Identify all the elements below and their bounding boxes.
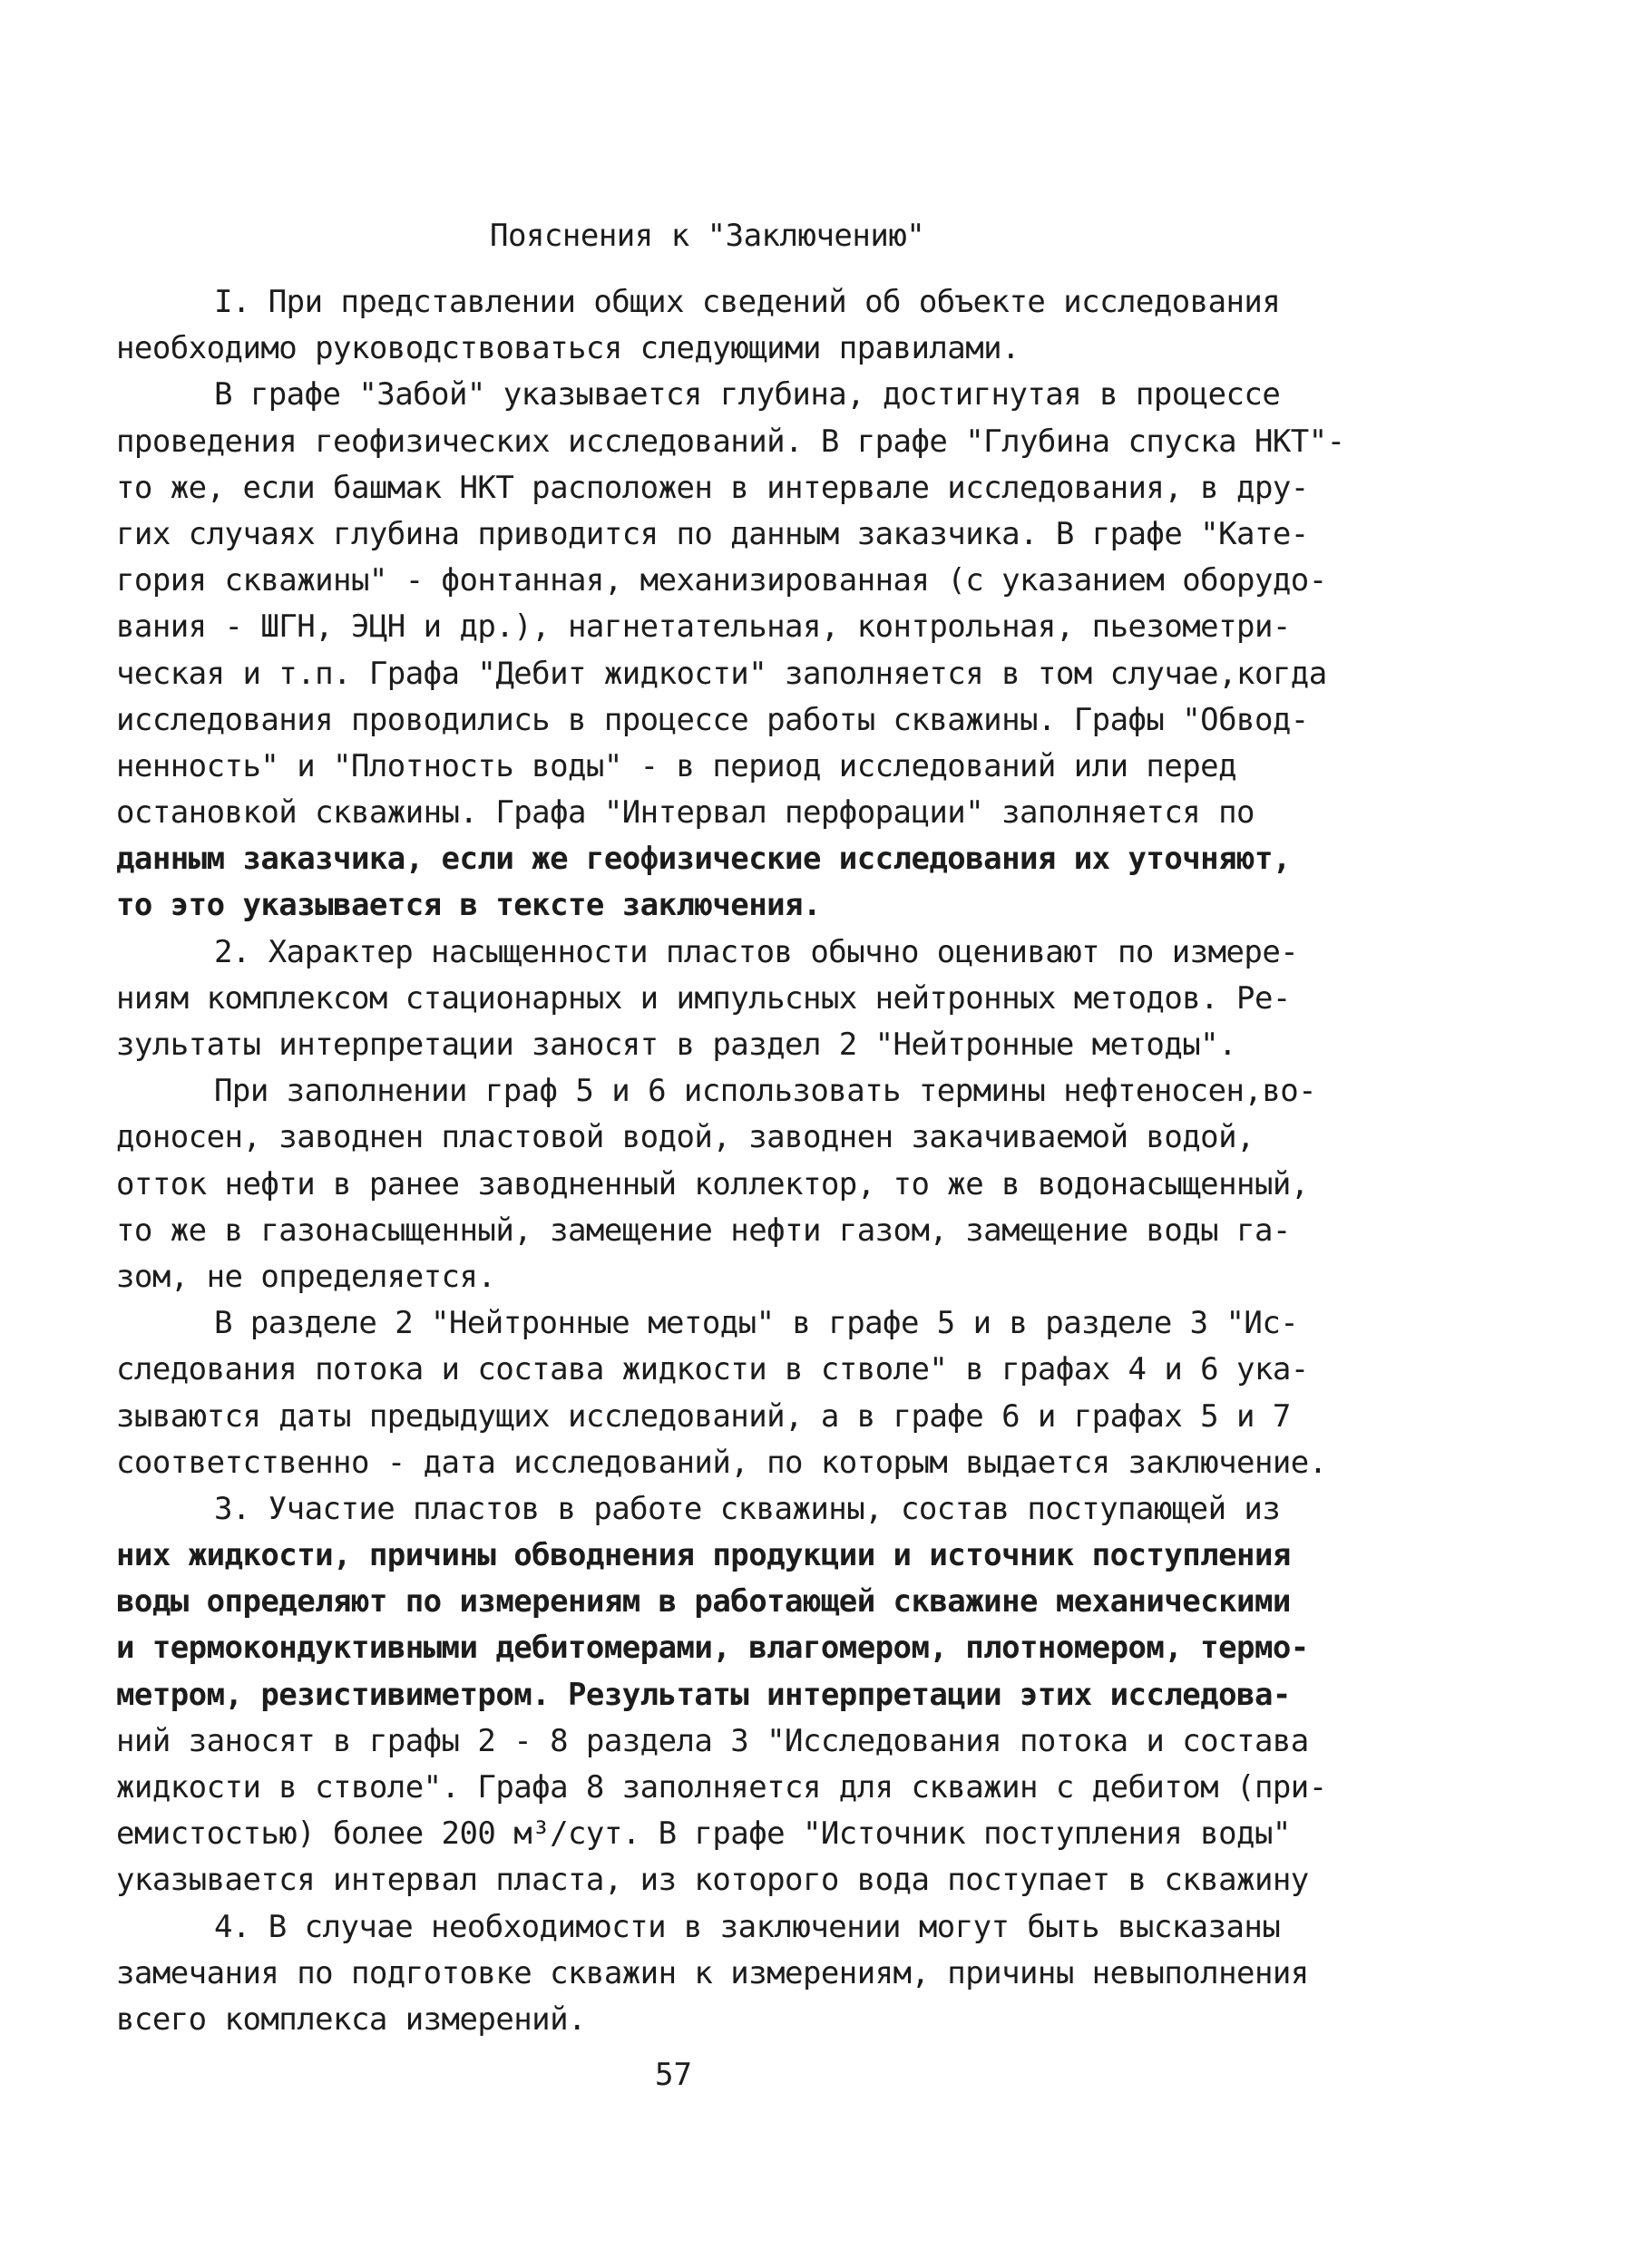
text-line: них жидкости, причины обводнения продукции и источник поступления [116,1537,1291,1574]
text-line: зываются даты предыдущих исследований, а в графе 6 и графах 5 и 7 [116,1397,1291,1435]
text-line: ненность" и "Плотность воды" - в период исследований или перед [116,747,1237,784]
text-line: зом, не определяется. [116,1258,496,1295]
text-line: замечания по подготовке скважин к измерениям, причины невыполнения [116,1954,1309,1991]
page-title: Пояснения к "Заключению" [490,218,925,254]
text-line: данным заказчика, если же геофизические исследования их уточняют, [116,841,1291,878]
text-line: то это указывается в тексте заключения. [116,887,821,924]
text-line: метром, резистивиметром. Результаты интерпретации этих исследова- [116,1676,1291,1713]
text-line: проведения геофизических исследований. В графе "Глубина спуска НКТ"- [116,423,1345,460]
text-line: жидкости в стволе". Графа 8 заполняется для скважин с дебитом (при- [116,1769,1327,1806]
text-line: 2. Характер насыщенности пластов обычно оценивают по измере- [214,933,1299,970]
text-line: доносен, заводнен пластовой водой, заводнен закачиваемой водой, [116,1119,1255,1156]
text-line: 3. Участие пластов в работе скважины, состав поступающей из [214,1490,1281,1527]
text-line: 4. В случае необходимости в заключении могут быть высказаны [214,1908,1281,1945]
text-line: необходимо руководствоваться следующими правилами. [116,330,1020,367]
text-line: соответственно - дата исследований, по которым выдается заключение. [116,1444,1327,1481]
text-line: то же в газонасыщенный, замещение нефти газом, замещение воды га- [116,1212,1291,1249]
text-line: емистостью) более 200 м³/сут. В графе "Источник поступления воды" [116,1815,1291,1853]
text-line: и термокондуктивными дебитомерами, влагомером, плотномером, термо- [116,1630,1309,1667]
text-line: ниям комплексом стационарных и импульсных нейтронных методов. Ре- [116,979,1291,1017]
text-line: следования потока и состава жидкости в стволе" в графах 4 и 6 ука- [116,1351,1309,1388]
text-line: воды определяют по измерениям в работающей скважине механическими [116,1583,1291,1621]
text-line: I. При представлении общих сведений об объекте исследования [214,284,1281,320]
body-text [116,279,1404,2043]
text-line: всего комплекса измерений. [116,2000,586,2038]
text-line: исследования проводились в процессе работы скважины. Графы "Обвод- [116,701,1309,738]
page-number: 57 [655,2057,692,2093]
text-line: В графе "Забой" указывается глубина, достигнутая в процессе [214,376,1281,414]
text-line: вания - ШГН, ЭЦН и др.), нагнетательная, контрольная, пьезометри- [116,608,1291,646]
text-line: остановкой скважины. Графа "Интервал перфорации" заполняется по [116,794,1255,832]
text-line: гория скважины" - фонтанная, механизированная (с указанием оборудо- [116,562,1327,599]
text-line: зультаты интерпретации заносят в раздел 2 "Нейтронные методы". [116,1027,1237,1063]
text-line: указывается интервал пласта, из которого вода поступает в скважину [116,1862,1309,1899]
text-line: то же, если башмак НКТ расположен в интервале исследования, в дру- [116,469,1309,506]
text-line: При заполнении граф 5 и 6 использовать термины нефтеносен,во- [214,1073,1317,1110]
text-line: В разделе 2 "Нейтронные методы" в графе 5 и в разделе 3 "Ис- [214,1305,1299,1342]
text-line: ческая и т.п. Графа "Дебит жидкости" заполняется в том случае,когда [116,655,1327,692]
text-line: ний заносят в графы 2 - 8 раздела 3 "Исследования потока и состава [116,1722,1309,1759]
text-line: отток нефти в ранее заводненный коллектор, то же в водонасыщенный, [116,1165,1309,1202]
text-line: гих случаях глубина приводится по данным заказчика. В графе "Кате- [116,515,1309,552]
